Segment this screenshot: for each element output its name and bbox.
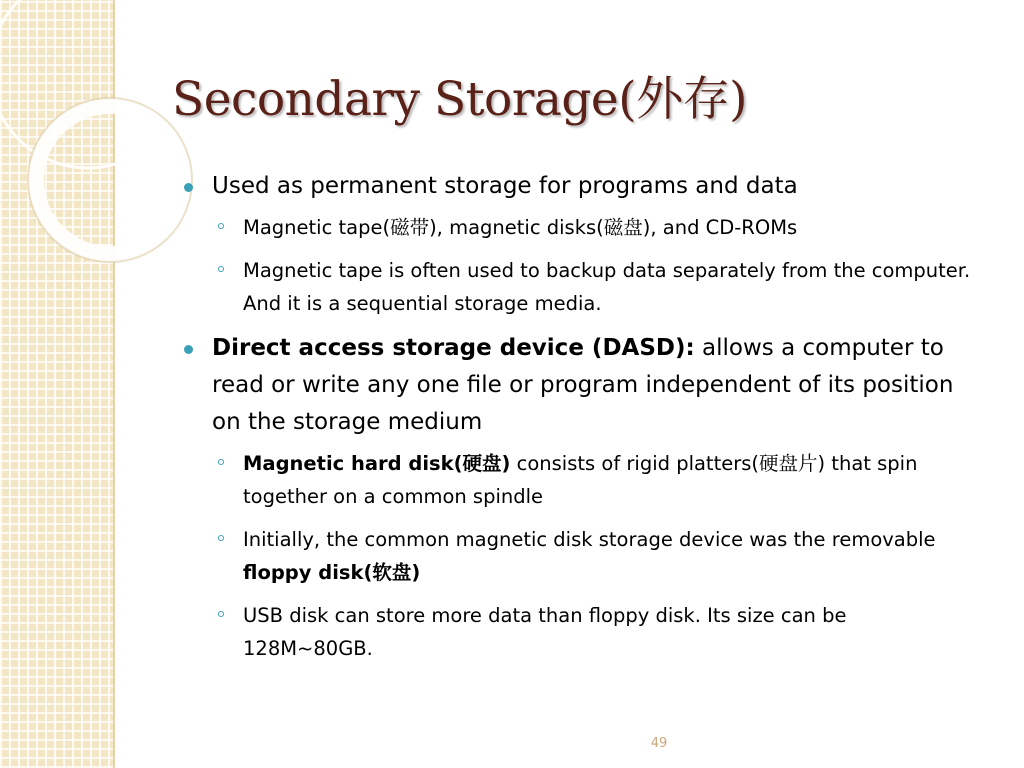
sub-bullet-circle [218,223,224,229]
page-number: 49 [650,736,668,751]
slide-title: Secondary Storage(外存) [172,72,747,127]
sidebar-edge [113,0,115,768]
sub-bullet-bold-term: floppy disk(软盘) [243,561,421,584]
sub-bullet-magnetic-tape [243,254,982,320]
sub-bullet-text: Magnetic tape is often used to backup data separately from the computer. And it is a sequential storage media. [243,259,971,315]
sub-bullet-usb-disk [243,599,982,665]
sub-bullet-circle [218,535,224,541]
bullet-bold-term: Direct access storage device (DASD): [212,335,695,361]
sub-bullet-bold-term: Magnetic hard disk(硬盘) [243,452,511,475]
sub-bullet-circle [218,459,224,465]
bullet-text: allows a computer to read or write any one file or program independent of its position on the storage medium [212,335,954,435]
sub-bullet-media-types [243,211,982,244]
sub-bullet-text: Magnetic tape(磁带), magnetic disks(磁盘), and CD-ROMs [243,216,798,239]
sub-bullet-floppy-disk [243,523,982,589]
sub-bullet-text: consists of rigid platters(硬盘片) that spin together on a common spindle [243,452,918,508]
sub-bullet-circle [218,266,224,272]
slide-content [212,168,982,675]
bullet-text: Used as permanent storage for programs and data [212,173,798,199]
sub-bullet-circle [218,611,224,617]
sub-bullet-hard-disk [243,447,982,513]
bullet-permanent-storage [212,168,982,205]
sub-bullet-text: Initially, the common magnetic disk storage device was the removable [243,528,936,551]
bullet-dasd [212,330,982,441]
sub-bullet-text: USB disk can store more data than floppy disk. Its size can be 128M~80GB. [243,604,847,660]
bullet-dot [184,183,193,192]
bullet-dot [184,345,193,354]
sidebar-pattern [0,0,113,768]
